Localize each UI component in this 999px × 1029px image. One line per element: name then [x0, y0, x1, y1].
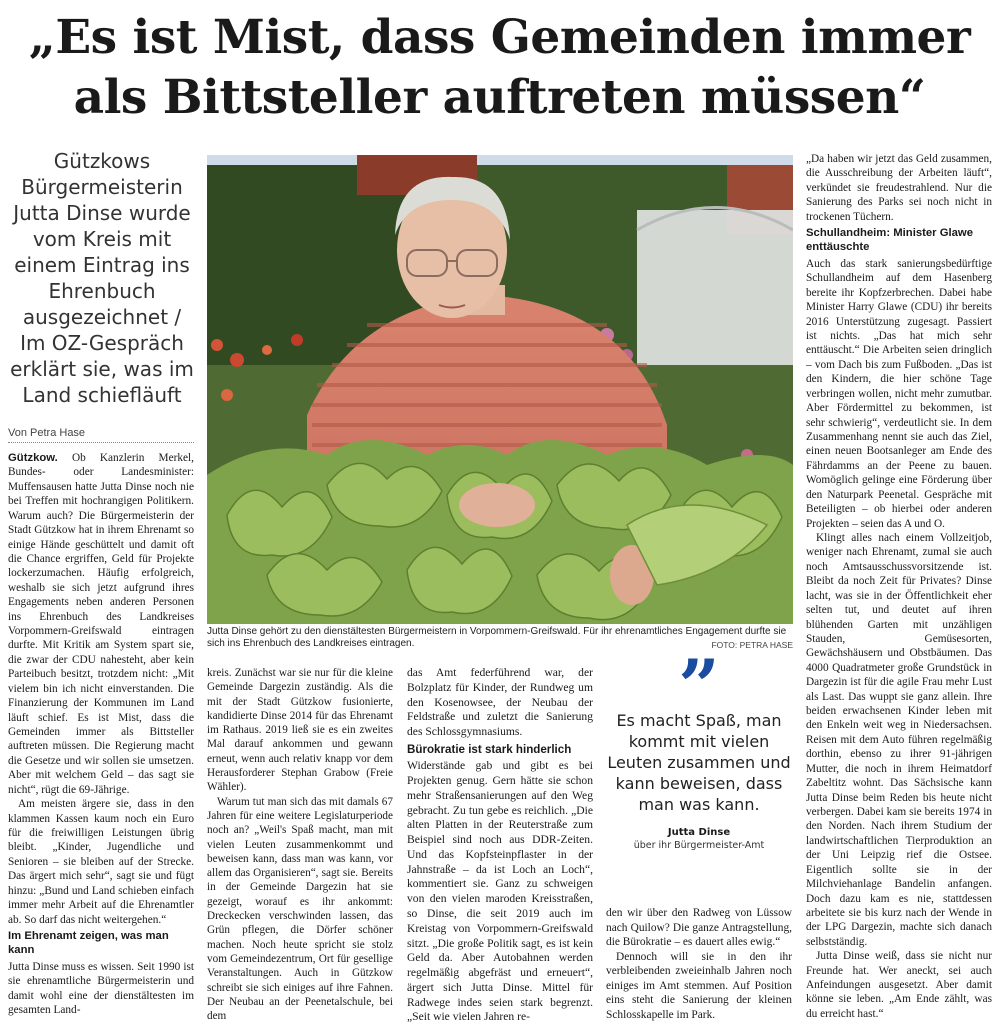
- subheadline: Gützkows Bürgermeisterin Jutta Dinse wurde vom Kreis mit einem Eintrag ins Ehrenbuch ausgezeichnet / Im OZ-Gespräch erklärt sie, was im Land schiefläuft: [10, 149, 194, 407]
- paragraph: Widerstände gab und gibt es bei Projekten genug. Gern hätte sie schon mehr Straßensanierungen auf den Weg gebracht. Zu tun gebe es reichlich. „Die alten Platten in der Reuterstraße zum Beispiel sind noch aus DDR-Zeiten. Und das Kopfsteinpflaster in der Jahnstraße – da ist Loch an Loch“, kommentiert sie. Ganz zu schweigen von den vielen maroden Kreisstraßen, so Dinse, die seit 2019 auch im Kreistag von Vorpommern-Greifswald sitzt. „Die große Politik sagt, es ist kein Geld da. Aber Autobahnen werden regelmäßig abgefräst und erneuert“, ärgert sich Jutta Dinse. Mittel für Radwege indes seien stark begrenzt. „Seit wie vielen Jahren re-: [407, 759, 593, 1024]
- photo-caption: Jutta Dinse gehört zu den dienstältesten Bürgermeistern in Vorpommern-Greifswald. Für ihr ehrenamtliches Engagement durfte sie sich ins Ehrenbuch des Landkreises eintragen.: [207, 626, 787, 649]
- paragraph: Auch das stark sanierungsbedürftige Schullandheim auf dem Hasenberg bereite ihr Kopfzerbrechen. Dabei habe Minister Harry Glawe (CDU) ihr bereits 2016 Unterstützung zugesagt. Passiert ist nichts. „Das hat mich sehr enttäuscht.“ Die Arbeiten seien dringlich – vom Dach bis zum Fußboden. „Das ist den Kindern, die hier schöne Tage verbringen wollen, nicht mehr zumutbar. Aber Fördermittel zu bekommen, ist sehr schwierig“, verdeutlicht sie. In dem Zusammenhang nennt sie auch das Ziel, einen neuen Bootsanleger am Ende des Fährdamms an der Peene zu bauen. Womöglich gelinge eine Förderung über den Naturpark Peenetal. Gespräche mit Beteiligten – ob hierbei oder anderen Projekten – seien das A und O.: [806, 257, 992, 530]
- paragraph: [8, 451, 194, 797]
- subheading: Schullandheim: Minister Glawe enttäuschte: [806, 227, 973, 254]
- paragraph: das Amt federführend war, der Bolzplatz für Kinder, der Rundweg um den Kosenowsee, der Neubau der Feldstraße und zuletzt die Sanierung des Schlossgymnasiums.: [407, 666, 593, 739]
- paragraph: den wir über den Radweg von Lüssow nach Quilow? Die ganze Antragstellung, die Bürokratie – es dauert alles ewig.“: [606, 907, 792, 949]
- photo-credit: FOTO: PETRA HASE: [711, 640, 793, 650]
- article-column-3: [407, 666, 593, 1025]
- dateline: Gützkow.: [8, 452, 58, 464]
- paragraph: Klingt alles nach einem Vollzeitjob, weniger nach Ehrenamt, zumal sie auch noch Amtsausschussvorsitzende ist. Bleibt da noch Zeit für Privates? Dinse lacht, was sie in der Öffentlichkeit eher selten tut, und deutet auf ihren blühenden Garten mit unzähligen Stauden, Gemüsesorten, Gewächshäusern und Obstbäumen. Das 4000 Quadratmeter große Grundstück in Dargezin ist für die agile Frau mehr Lust als Last. Das wuppt sie ganz allein. Ihre beiden erwachsenen Kinder leben mit den Enkeln weit weg in Niedersachsen. Reisen mit dem Auto führen regelmäßig dorthin, ebenso zu ihrer 91-jährigen Mutter, die noch in ihrem Heimatdorf Zabeltitz wohnt. Das Sächsische kann Jutta Dinse beim Reden bis heute nicht verbergen. Dabei kam sie bereits 1974 in den Norden. Nach ihrem Studium der landwirtschaftlichen Tierproduktion an der Uni Leipzig rief die Ostsee. Eigentlich sollte sie in der Milchviehanlage Bandelin anfangen. Doch dazu kam es nie, stattdessen arbeitete sie bis kurz nach der Wende in der LPG Dargezin, machte sich danach selbstständig.: [806, 531, 992, 948]
- article-photo: [207, 155, 793, 624]
- article-column-4: [606, 906, 792, 1022]
- paragraph: „Da haben wir jetzt das Geld zusammen, die Ausschreibung der Arbeiten läuft“, verkündet sie freudestrahlend. Nur die Sanierung des Parks sei noch nicht in trockenen Tüchern.: [806, 153, 992, 223]
- headline-line-1: „Es ist Mist, dass Gemeinden immer: [28, 10, 971, 65]
- article-column-2: [207, 666, 393, 1023]
- paragraph: Jutta Dinse weiß, dass sie nicht nur Freunde hat. Wer aneckt, sei auch Anfeindungen ausgesetzt. Aber damit könne sie leben. „Am Ende zählt, was du erreicht hast.“: [806, 950, 992, 1020]
- subheading: Im Ehrenamt zeigen, was man kann: [8, 929, 169, 956]
- article-column-5: [806, 152, 992, 1021]
- article-column-1: [8, 451, 194, 1017]
- author-byline: Von Petra Hase: [8, 427, 194, 443]
- quote-mark-icon: ”: [678, 643, 720, 728]
- paragraph-text: Ob Kanzlerin Merkel, Bundes- oder Landesminister: Muffensausen hatte Jutta Dinse noch nie bei Treffen mit hochrangigen Politikern. Warum auch? Die Bürgermeisterin der Stadt Gützkow hat in ihrem Ehrenamt so einige Hände geschüttelt und damit oft die Chance ergriffen, Geld für Projekte lockerzumachen. Häufig erfolgreich, weshalb sie sich jetzt aufgrund ihres Engagements neben anderen Personen ins Ehrenbuch des Landkreises Vorpommern-Greifswald eintragen durfte. Mit Kritik am System spart sie, die zwar der CDU nahesteht, aber kein Parteibuch besitzt, trotzdem nicht: „Mit vielem bin ich nicht einverstanden. Die Finanzierung der Kommunen im Land läuft schief. Es ist Mist, dass die Gemeinden immer als Bittsteller auftreten müssen. Die Regierung macht die Gesetze und wir sollen sie umsetzen. Aber mit welchem Geld – das sagt sie nicht“, rügt die 69-Jährige.: [8, 452, 194, 796]
- photo-gardener-with-kale: [207, 155, 793, 624]
- quote-text: Es macht Spaß, man kommt mit vielen Leuten zusammen und kann beweisen, dass man was kann.: [607, 711, 791, 814]
- paragraph: Am meisten ärgere sie, dass in den klammen Kassen kaum noch ein Euro für die freiwilligen Leistungen übrig bleibt. „Kinder, Jugendliche und Senioren – sie bleiben auf der Strecke. Das ärgert mich sehr“, sagt sie und fügt hinzu: „Bund und Land schieben einfach immer mehr Arbeit auf die Ehrenamtler ab. So darf das nicht weitergehen.“: [8, 798, 194, 926]
- paragraph: Warum tut man sich das mit damals 67 Jahren für eine weitere Legislaturperiode noch an? „Weil's Spaß macht, man mit vielen Leuten zusammenkommt und beweisen kann, dass man was kann, vor allem das Organisieren“, sagt sie. Bereits in der Gemeinde Dargezin hat sie gezeigt, worauf es ihr ankommt: Dreckecken verschwinden lassen, das Grün pflegen, die Dörfer schöner machen. Noch heute spricht sie stolz vom Gemeindezentrum, Ort für gesellige Veranstaltungen. Auch in Gützkow schreibt sie sich einiges auf ihre Fahnen. Der Neubau an der Peenetalschule, bei dem: [207, 795, 393, 1023]
- subheading: Bürokratie ist stark hinderlich: [407, 742, 572, 756]
- paragraph: kreis. Zunächst war sie nur für die kleine Gemeinde Dargezin zuständig. Als die mit der Stadt Gützkow fusionierte, kandidierte Dinse 2014 für das Ehrenamt im Rathaus. 2019 ließ sie es ein zweites Mal darauf ankommen und gewann erneut, wenn auch relativ knapp vor dem Herausforderer Stephan Grabow (Freie Wähler).: [207, 667, 393, 794]
- quote-author: Jutta Dinse: [667, 827, 731, 838]
- paragraph: Dennoch will sie in den ihr verbleibenden zweieinhalb Jahren noch einiges im Amt stemmen. Auf Position eins steht die Sanierung der kleinen Schlosskapelle im Park.: [606, 950, 792, 1021]
- quote-role: über ihr Bürgermeister-Amt: [633, 840, 765, 851]
- headline: [0, 8, 999, 128]
- headline-line-2: als Bittsteller auftreten müssen“: [73, 70, 926, 125]
- paragraph: Jutta Dinse muss es wissen. Seit 1990 ist sie ehrenamtliche Bürgermeisterin und damit wohl eine der dienstältesten im gesamten Land-: [8, 960, 194, 1017]
